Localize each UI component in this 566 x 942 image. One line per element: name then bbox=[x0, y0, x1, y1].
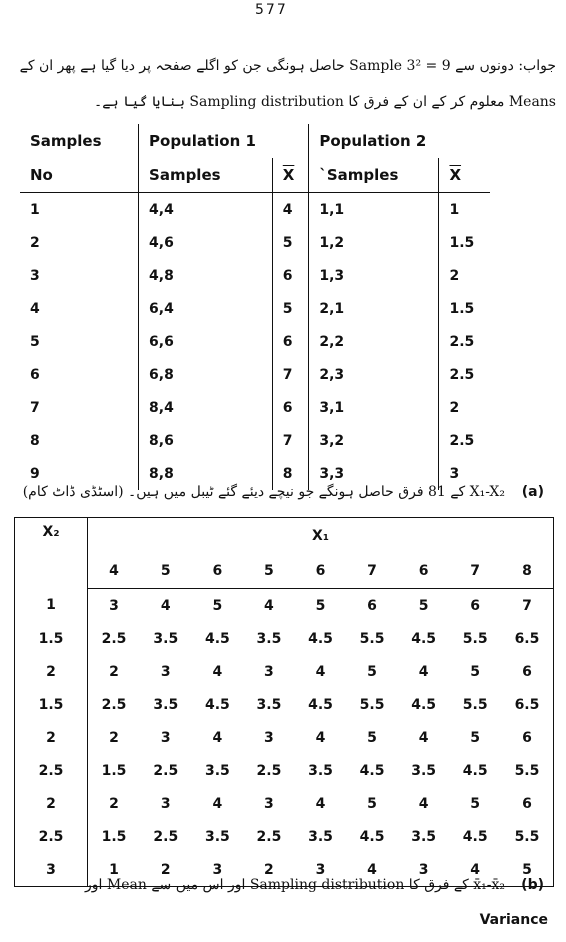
difference-cell: 5 bbox=[470, 663, 481, 680]
x2-value-cell: 2.5 bbox=[15, 820, 88, 853]
difference-cell: 2.5 bbox=[101, 696, 127, 713]
difference-row bbox=[15, 622, 554, 655]
p2-samples-header: `Samples bbox=[309, 158, 439, 193]
difference-cell: 4.5 bbox=[462, 828, 488, 845]
population1-mean-cell: 6 bbox=[272, 259, 309, 292]
population1-mean-cell: 7 bbox=[272, 358, 309, 391]
difference-cell: 5.5 bbox=[462, 630, 488, 647]
difference-cell: 2.5 bbox=[153, 762, 179, 779]
population1-mean-cell: 5 bbox=[272, 292, 309, 325]
population1-sample-cell: 4,8 bbox=[139, 259, 273, 292]
x2-value-cell: 3 bbox=[15, 853, 88, 887]
difference-cell: 3.5 bbox=[411, 762, 437, 779]
difference-cell: 4 bbox=[160, 597, 171, 614]
difference-cell: 3 bbox=[264, 663, 274, 680]
difference-cell: 6 bbox=[522, 663, 532, 680]
difference-cell: 4.5 bbox=[359, 828, 385, 845]
p1-samples-header: Samples bbox=[139, 158, 273, 193]
population1-mean-cell: 6 bbox=[272, 391, 309, 424]
difference-cell: 6.5 bbox=[514, 696, 540, 713]
population1-sample-cell: 6,6 bbox=[139, 325, 273, 358]
population1-mean-cell: 7 bbox=[272, 424, 309, 457]
difference-cell: 5 bbox=[315, 597, 326, 614]
part-b-label: (b) bbox=[521, 877, 544, 893]
difference-cell: 3 bbox=[264, 729, 274, 746]
sample-no-cell: 7 bbox=[30, 399, 40, 416]
population2-mean-cell: 2.5 bbox=[439, 358, 490, 391]
population2-sample-cell: 2,3 bbox=[309, 358, 439, 391]
population2-sample-cell: 2,1 bbox=[309, 292, 439, 325]
difference-cell: 3.5 bbox=[308, 762, 333, 779]
difference-cell: 5.5 bbox=[514, 828, 540, 845]
difference-cell: 5 bbox=[367, 663, 377, 680]
difference-cell: 2.5 bbox=[256, 762, 282, 779]
sample-no-cell: 4 bbox=[30, 300, 40, 317]
sample-no-cell: 5 bbox=[30, 333, 40, 350]
part-a-text: X₁-X₂ کے 81 فرق حاصل ہونگے جو نیچے دیئے گئے ٹیبل میں ہیں۔ (اسٹڈی ڈاٹ کام) bbox=[22, 484, 505, 500]
difference-cell: 4.5 bbox=[308, 696, 333, 713]
difference-cell: 4.5 bbox=[462, 762, 488, 779]
difference-cell: 4 bbox=[212, 729, 223, 746]
population2-sample-cell: 1,1 bbox=[309, 193, 439, 227]
difference-cell: 3.5 bbox=[153, 630, 179, 647]
difference-cell: 6.5 bbox=[514, 630, 540, 647]
variance-text: Variance bbox=[479, 912, 548, 928]
answer-line-1: جواب: دونوں سے 9 = 3² Sample حاصل ہونگی جن کو اگلے صفحہ پر دیا گیا ہے پھر ان کے bbox=[19, 58, 556, 74]
sample-no-cell: 9 bbox=[30, 465, 40, 482]
x2-value-cell: 2 bbox=[15, 721, 88, 754]
differences-table bbox=[14, 517, 554, 887]
difference-cell: 4 bbox=[315, 663, 326, 680]
difference-cell: 6 bbox=[367, 597, 377, 614]
difference-cell: 4.5 bbox=[204, 696, 230, 713]
difference-cell: 4.5 bbox=[411, 696, 437, 713]
differences-table-body bbox=[15, 589, 554, 887]
population2-sample-cell: 3,2 bbox=[309, 424, 439, 457]
difference-cell: 7 bbox=[522, 597, 532, 614]
x1-value-cell: 6 bbox=[295, 553, 347, 589]
population1-mean-cell: 4 bbox=[272, 193, 309, 227]
difference-cell: 4 bbox=[264, 597, 274, 614]
difference-cell: 2.5 bbox=[101, 630, 127, 647]
difference-cell: 1 bbox=[109, 861, 119, 878]
difference-cell: 4 bbox=[212, 795, 223, 812]
population2-sample-cell: 1,2 bbox=[309, 226, 439, 259]
x2-value-cell: 2 bbox=[15, 787, 88, 820]
population1-sample-cell: 8,4 bbox=[139, 391, 273, 424]
difference-cell: 2 bbox=[109, 729, 119, 746]
difference-cell: 1.5 bbox=[101, 762, 127, 779]
sample-row bbox=[20, 325, 490, 358]
difference-cell: 4 bbox=[418, 663, 429, 680]
population1-mean-cell: 8 bbox=[272, 457, 309, 490]
difference-cell: 3 bbox=[212, 861, 223, 878]
difference-row bbox=[15, 688, 554, 721]
population2-sample-cell: 3,1 bbox=[309, 391, 439, 424]
sample-row bbox=[20, 193, 490, 227]
population1-sample-cell: 8,6 bbox=[139, 424, 273, 457]
difference-row bbox=[15, 589, 554, 623]
difference-cell: 3.5 bbox=[204, 762, 230, 779]
difference-cell: 3 bbox=[315, 861, 326, 878]
difference-cell: 5 bbox=[367, 729, 377, 746]
population1-sample-cell: 4,6 bbox=[139, 226, 273, 259]
x1-value-cell: 6 bbox=[192, 553, 244, 589]
difference-cell: 4 bbox=[418, 729, 429, 746]
difference-row bbox=[15, 787, 554, 820]
difference-cell: 2 bbox=[160, 861, 171, 878]
difference-cell: 4 bbox=[315, 729, 326, 746]
population2-mean-cell: 1 bbox=[439, 193, 490, 227]
difference-cell: 4.5 bbox=[308, 630, 333, 647]
population1-sample-cell: 8,8 bbox=[139, 457, 273, 490]
difference-cell: 3 bbox=[160, 795, 171, 812]
x2-value-cell: 1.5 bbox=[15, 622, 88, 655]
page-number: 577 bbox=[255, 2, 288, 18]
population2-sample-cell: 3,3 bbox=[309, 457, 439, 490]
x2-value-cell: 2.5 bbox=[15, 754, 88, 787]
difference-row bbox=[15, 820, 554, 853]
x1-header: X₁ bbox=[312, 527, 329, 544]
part-b-text: x̄₁-x̄₂ کے فرق کا Sampling distribution اور اس میں سے Mean اور bbox=[85, 877, 505, 893]
difference-row bbox=[15, 754, 554, 787]
difference-cell: 5 bbox=[418, 597, 429, 614]
sample-row bbox=[20, 391, 490, 424]
x1-value-cell: 7 bbox=[449, 553, 501, 589]
sample-row bbox=[20, 424, 490, 457]
difference-cell: 5 bbox=[470, 729, 481, 746]
sample-row bbox=[20, 226, 490, 259]
difference-cell: 3 bbox=[418, 861, 429, 878]
x1-value-cell: 5 bbox=[243, 553, 295, 589]
part-a-label: (a) bbox=[521, 484, 544, 500]
difference-cell: 4 bbox=[315, 795, 326, 812]
difference-cell: 5 bbox=[522, 861, 532, 878]
x1-value-cell: 4 bbox=[88, 553, 141, 589]
population1-mean-cell: 5 bbox=[272, 226, 309, 259]
x1-value-cell: 8 bbox=[501, 553, 554, 589]
no-header: No bbox=[20, 158, 139, 193]
sample-row bbox=[20, 358, 490, 391]
x1-value-cell: 5 bbox=[140, 553, 192, 589]
samples-table-body bbox=[20, 193, 490, 491]
difference-cell: 4 bbox=[367, 861, 377, 878]
sample-no-cell: 6 bbox=[30, 366, 40, 383]
difference-cell: 5.5 bbox=[359, 630, 385, 647]
difference-cell: 4 bbox=[212, 663, 223, 680]
population2-mean-cell: 1.5 bbox=[439, 226, 490, 259]
difference-cell: 4.5 bbox=[359, 762, 385, 779]
x1-values-row bbox=[15, 553, 554, 589]
difference-cell: 3 bbox=[160, 729, 171, 746]
population2-mean-cell: 2.5 bbox=[439, 325, 490, 358]
difference-cell: 5.5 bbox=[462, 696, 488, 713]
difference-cell: 1.5 bbox=[101, 828, 127, 845]
population1-sample-cell: 6,4 bbox=[139, 292, 273, 325]
difference-cell: 3 bbox=[160, 663, 171, 680]
population2-mean-cell: 1.5 bbox=[439, 292, 490, 325]
difference-cell: 6 bbox=[470, 597, 481, 614]
difference-cell: 3 bbox=[109, 597, 119, 614]
difference-cell: 3.5 bbox=[153, 696, 179, 713]
x2-value-cell: 1 bbox=[15, 589, 88, 623]
difference-cell: 2.5 bbox=[153, 828, 179, 845]
x2-value-cell: 2 bbox=[15, 655, 88, 688]
difference-row bbox=[15, 655, 554, 688]
difference-cell: 6 bbox=[522, 729, 532, 746]
difference-cell: 4.5 bbox=[411, 630, 437, 647]
sample-no-cell: 2 bbox=[30, 234, 40, 251]
difference-row bbox=[15, 721, 554, 754]
difference-cell: 3.5 bbox=[256, 696, 282, 713]
sample-no-cell: 1 bbox=[30, 201, 40, 218]
samples-table bbox=[20, 124, 490, 490]
x2-value-cell: 1.5 bbox=[15, 688, 88, 721]
difference-cell: 4.5 bbox=[204, 630, 230, 647]
sample-row bbox=[20, 259, 490, 292]
difference-cell: 6 bbox=[522, 795, 532, 812]
population2-mean-cell: 3 bbox=[439, 457, 490, 490]
x1-value-cell: 7 bbox=[346, 553, 398, 589]
population1-sample-cell: 6,8 bbox=[139, 358, 273, 391]
population2-header: Population 2 bbox=[309, 124, 490, 158]
population2-mean-cell: 2 bbox=[439, 391, 490, 424]
difference-cell: 4 bbox=[418, 795, 429, 812]
sample-no-cell: 8 bbox=[30, 432, 40, 449]
sample-row bbox=[20, 292, 490, 325]
population2-mean-cell: 2.5 bbox=[439, 424, 490, 457]
samples-header: Samples bbox=[30, 132, 102, 150]
difference-cell: 4 bbox=[470, 861, 481, 878]
difference-cell: 5 bbox=[470, 795, 481, 812]
difference-cell: 5.5 bbox=[359, 696, 385, 713]
difference-cell: 5 bbox=[367, 795, 377, 812]
population1-header: Population 1 bbox=[139, 124, 309, 158]
difference-cell: 2 bbox=[109, 795, 119, 812]
difference-cell: 3 bbox=[264, 795, 274, 812]
x2-header: X₂ bbox=[15, 518, 88, 589]
difference-cell: 5.5 bbox=[514, 762, 540, 779]
difference-cell: 2.5 bbox=[256, 828, 282, 845]
p1-xbar-header: $\overline{X}$ bbox=[272, 158, 309, 193]
p2-xbar-header: $\overline{X}$ bbox=[439, 158, 490, 193]
sample-no-cell: 3 bbox=[30, 267, 40, 284]
difference-cell: 5 bbox=[212, 597, 223, 614]
population1-mean-cell: 6 bbox=[272, 325, 309, 358]
difference-cell: 3.5 bbox=[256, 630, 282, 647]
population2-mean-cell: 2 bbox=[439, 259, 490, 292]
population1-sample-cell: 4,4 bbox=[139, 193, 273, 227]
population2-sample-cell: 1,3 bbox=[309, 259, 439, 292]
difference-cell: 3.5 bbox=[204, 828, 230, 845]
answer-line-2: Means معلوم کر کے ان کے فرق کا Sampling distribution بنایا گیا ہے۔ bbox=[94, 94, 556, 110]
difference-cell: 2 bbox=[264, 861, 274, 878]
x1-value-cell: 6 bbox=[398, 553, 450, 589]
difference-cell: 3.5 bbox=[308, 828, 333, 845]
difference-cell: 2 bbox=[109, 663, 119, 680]
difference-cell: 3.5 bbox=[411, 828, 437, 845]
population2-sample-cell: 2,2 bbox=[309, 325, 439, 358]
